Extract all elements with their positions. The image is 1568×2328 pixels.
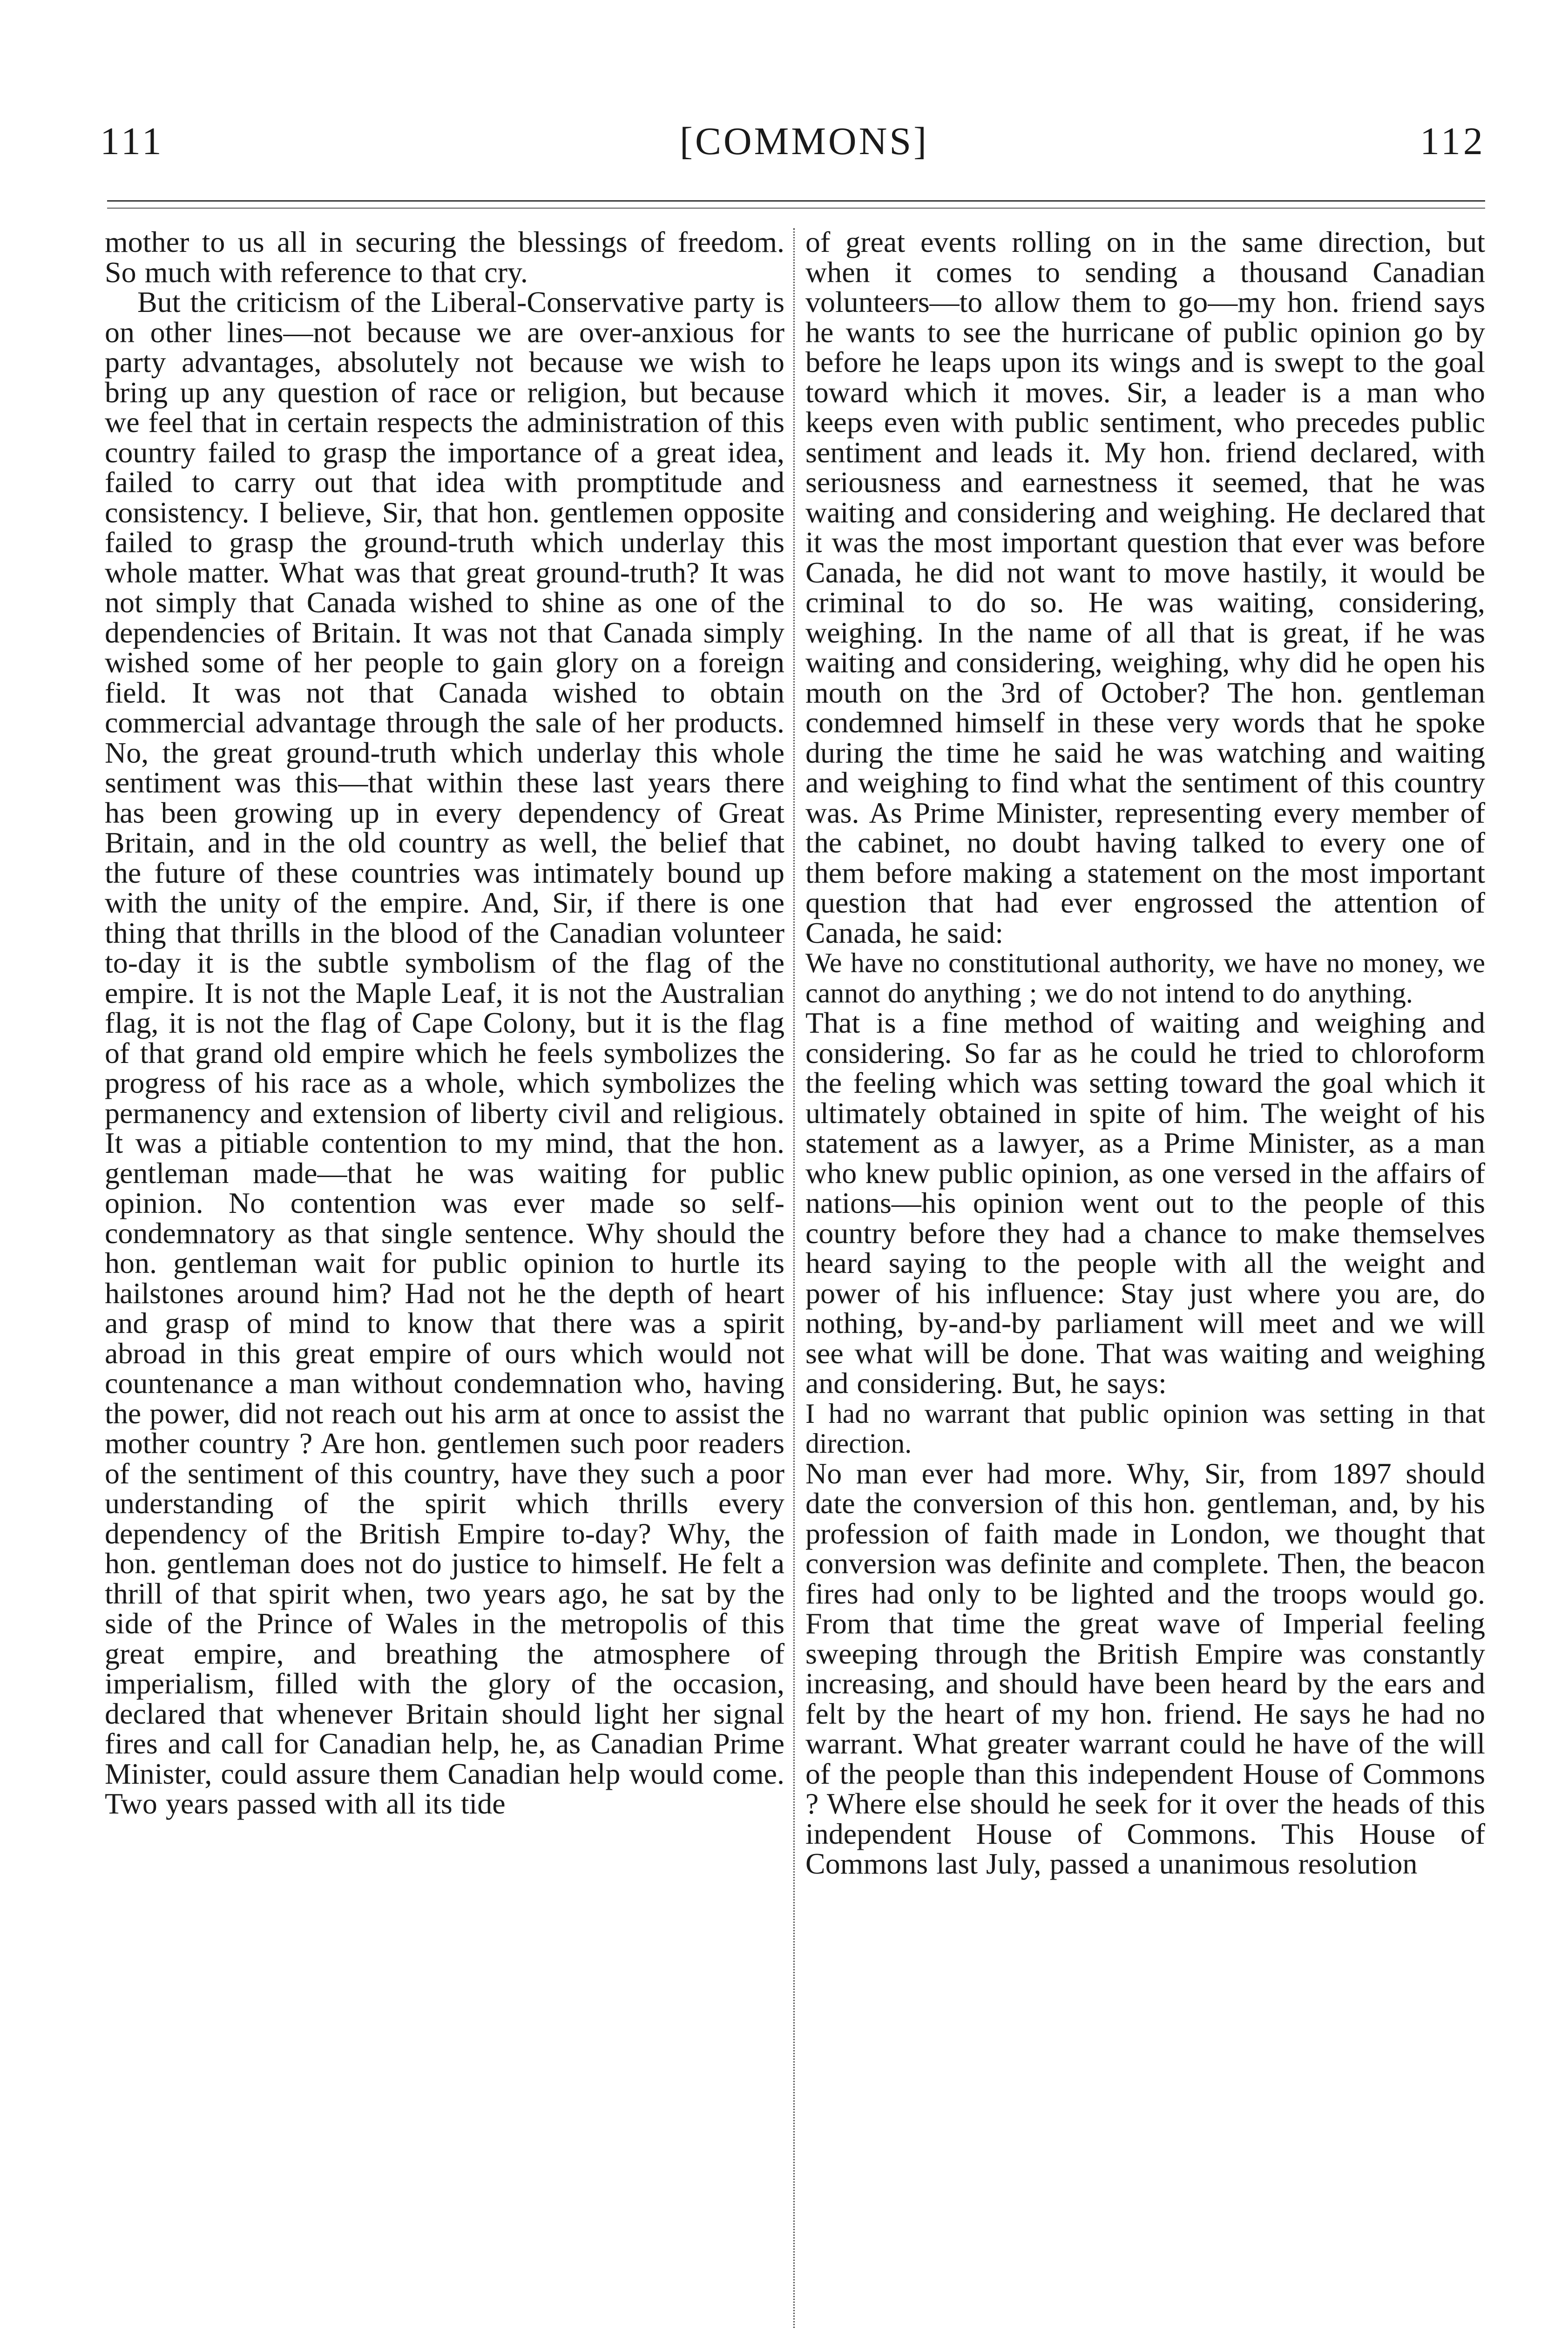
column-divider bbox=[793, 228, 795, 2328]
paragraph: No man ever had more. Why, Sir, from 1897 should date the conversion of this hon. gentleman, and, by his profession of faith made in London, we thought that conversion was definite and complete. Then, the beacon fires had only to be lighted and the troops would go. From that time the great wave of Imperial feeling sweeping through the British Empire was constantly increasing, and should have been heard by the ears and felt by the heart of my hon. friend. He says he had no warrant. What greater warrant could he have of the will of the people than this independent House of Commons ? Where else should he seek for it over the heads of this independent House of Commons. This House of Commons last July, passed a unanimous resolution bbox=[805, 1456, 1485, 1880]
right-column bbox=[805, 227, 1485, 1879]
header-rule bbox=[107, 200, 1485, 202]
paragraph: That is a fine method of waiting and weighing and considering. So far as he could he tried to chloroform the feeling which was setting toward the goal which it ultimately obtained in spite of him. The weight of his statement as a lawyer, as a Prime Minister, as a man who knew public opinion, as one versed in the affairs of nations—his opinion went out to the people of this country before they had a chance to make themselves heard saying to the people with all the weight and power of his influence: Stay just where you are, do nothing, by-and-by parliament will meet and we will see what will be done. That was waiting and weighing and considering. But, he says: bbox=[805, 1006, 1485, 1400]
quotation: We have no constitutional authority, we have no money, we cannot do anything ; we do not intend to do anything. bbox=[805, 947, 1485, 1008]
page-number-right: 112 bbox=[1420, 120, 1486, 163]
header-rule-secondary bbox=[107, 208, 1485, 209]
left-column bbox=[105, 227, 784, 1819]
paragraph: But the criticism of the Liberal-Conservative party is on other lines—not because we are over-anxious for party advantages, absolutely not because we wish to bring up any question of race or religion, but because we feel that in certain respects the administration of this country failed to grasp the importance of a great idea, failed to carry out that idea with promptitude and consistency. I believe, Sir, that hon. gentlemen opposite failed to grasp the ground-truth which underlay this whole matter. What was that great ground-truth? It was not simply that Canada wished to shine as one of the dependencies of Britain. It was not that Canada simply wished some of her people to gain glory on a foreign field. It was not that Canada wished to obtain commercial advantage through the sale of her products. No, the great ground-truth which underlay this whole sentiment was this—that within these last years there has been growing up in every dependency of Great Britain, and in the old country as well, the belief that the future of these countries was intimately bound up with the unity of the empire. And, Sir, if there is one thing that thrills in the blood of the Canadian volunteer to-day it is the subtle symbolism of the flag of the empire. It is not the Maple Leaf, it is not the Australian flag, it is not the flag of Cape Colony, but it is the flag of that grand old empire which he feels symbolizes the progress of his race as a whole, which symbolizes the permanency and extension of liberty civil and religious. It was a pitiable contention to my mind, that the hon. gentleman made—that he was waiting for public opinion. No contention was ever made so self-condemnatory as that single sentence. Why should the hon. gentleman wait for public opinion to hurtle its hailstones around him? Had not he the depth of heart and grasp of mind to know that there was a spirit abroad in this great empire of ours which would not countenance a man without condemnation who, having the power, did not reach out his arm at once to assist the mother country ? Are hon. gentlemen such poor readers of the sentiment of this country, have they such a poor understanding of the spirit which thrills every dependency of the British Empire to-day? Why, the hon. gentleman does not do justice to himself. He felt a thrill of that spirit when, two years ago, he sat by the side of the Prince of Wales in the metropolis of this great empire, and breathing the atmosphere of imperialism, filled with the glory of the occasion, declared that whenever Britain should light her signal fires and call for Canadian help, he, as Canadian Prime Minister, could assure them Canadian help would come. Two years passed with all its tide bbox=[105, 285, 784, 1820]
running-head: [COMMONS] bbox=[680, 120, 929, 163]
quotation: I had no warrant that public opinion was setting in that direction. bbox=[805, 1398, 1485, 1459]
paragraph: mother to us all in securing the blessings of freedom. So much with reference to that cry. bbox=[105, 225, 784, 289]
paragraph: of great events rolling on in the same direction, but when it comes to sending a thousand Canadian volunteers—to allow them to go—my hon. friend says he wants to see the hurricane of public opinion go by before he leaps upon its wings and is swept to the goal toward which it moves. Sir, a leader is a man who keeps even with public sentiment, who precedes public sentiment and leads it. My hon. friend declared, with seriousness and earnestness it seemed, that he was waiting and considering and weighing. He declared that it was the most important question that ever was before Canada, he did not want to move hastily, it would be criminal to do so. He was waiting, considering, weighing. In the name of all that is great, if he was waiting and considering, weighing, why did he open his mouth on the 3rd of October? The hon. gentleman condemned himself in these very words that he spoke during the time he said he was watching and waiting and weighing to find what the sentiment of this country was. As Prime Minister, representing every member of the cabinet, no doubt having talked to every one of them before making a statement on the most important question that had ever engrossed the attention of Canada, he said: bbox=[805, 225, 1485, 949]
page-number-left: 111 bbox=[100, 120, 164, 163]
page-header bbox=[0, 0, 1568, 196]
